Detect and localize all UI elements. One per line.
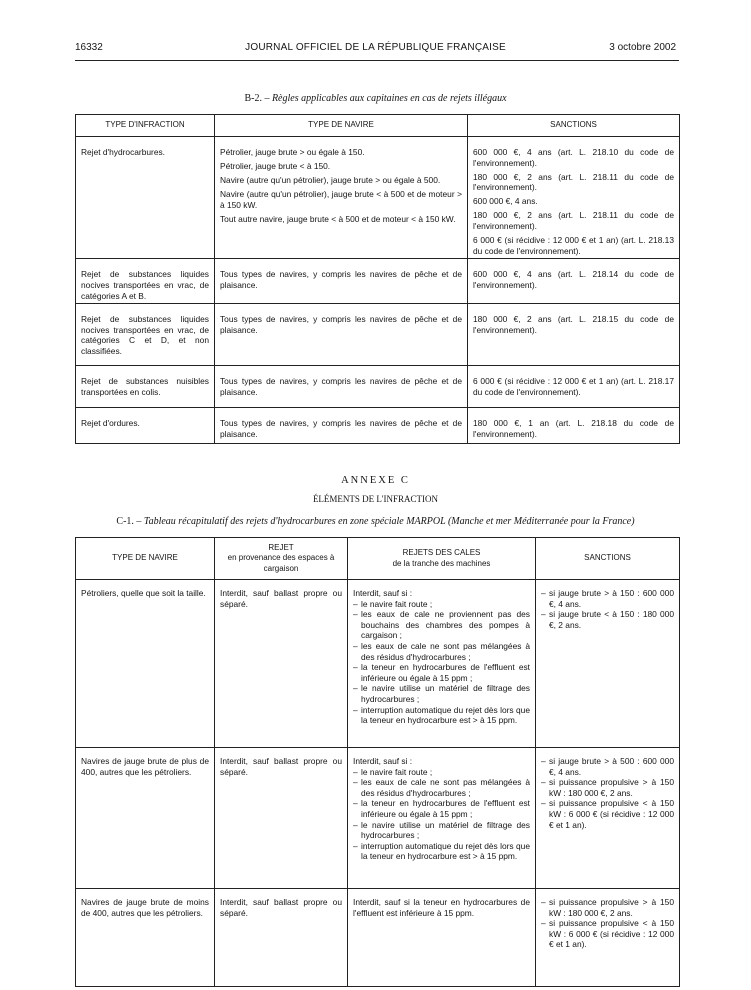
journal-title: JOURNAL OFFICIEL DE LA RÉPUBLIQUE FRANÇAISE: [245, 42, 506, 53]
navire-cell: [215, 408, 468, 444]
sanctions-list: [541, 588, 674, 630]
cales-condition: – le navire fait route ;: [353, 767, 530, 778]
infraction-cell: Rejet d'ordures.: [76, 408, 215, 444]
sanction-line: 180 000 €, 2 ans (art. L. 218.11 du code de l'environnement).: [473, 171, 674, 193]
header-main: REJET: [268, 542, 294, 552]
page-number: 16332: [75, 42, 103, 53]
sanctions-cell: [468, 304, 680, 366]
header-main: REJETS DES CALES: [402, 547, 481, 557]
navire-type-cell: Pétroliers, quelle que soit la taille.: [76, 580, 215, 748]
table-b2-caption: [70, 93, 681, 104]
cales-condition: – la teneur en hydrocarbures de l'effluent est inférieure ou égale à 15 ppm ;: [353, 662, 530, 683]
navire-cell: [215, 137, 468, 259]
cales-cell: [348, 889, 536, 987]
sanction-line: 180 000 €, 2 ans (art. L. 218.11 du code de l'environnement).: [473, 210, 674, 232]
infraction-cell: Rejet de substances liquides nocives transportées en vrac, de catégories C et D, et non classifiées.: [76, 304, 215, 366]
navire-cell: [215, 366, 468, 408]
sanctions-cell: [468, 366, 680, 408]
sanctions-list: [541, 756, 674, 830]
table-c1-header-2: [348, 538, 536, 580]
table-b2-header-sanctions: SANCTIONS: [468, 115, 680, 137]
cales-intro: Interdit, sauf si :: [353, 588, 413, 598]
sanction-line: 600 000 €, 4 ans.: [473, 196, 538, 207]
navire-line: Pétrolier, jauge brute > ou égale à 150.: [220, 147, 365, 157]
table-row: [76, 137, 680, 259]
cales-condition: – les eaux de cale ne proviennent pas des bouchains des chambres des pompes à cargaison ;: [353, 609, 530, 641]
cales-condition: – les eaux de cale ne sont pas mélangées à des résidus d'hydrocarbures ;: [353, 777, 530, 798]
rejet-cell: Interdit, sauf ballast propre ou séparé.: [215, 748, 348, 889]
navire-line: Tous types de navires, y compris les navires de pêche et de plaisance.: [220, 269, 462, 290]
sanction-line: 600 000 €, 4 ans (art. L. 218.10 du code de l'environnement).: [473, 147, 674, 168]
infraction-cell: Rejet de substances nuisibles transportées en colis.: [76, 366, 215, 408]
sanction-item: – si jauge brute > à 150 : 600 000 €, 4 ans.: [541, 588, 674, 609]
header-main: TYPE DE NAVIRE: [112, 553, 178, 563]
header-main: SANCTIONS: [584, 553, 631, 563]
table-c1-header-0: [76, 538, 215, 580]
table-b2-caption-prefix: B-2. –: [244, 93, 270, 104]
navire-type-cell: Navires de jauge brute de moins de 400, autres que les pétroliers.: [76, 889, 215, 987]
cales-condition: – les eaux de cale ne sont pas mélangées à des résidus d'hydrocarbures ;: [353, 641, 530, 662]
sanctions-cell: [536, 748, 680, 889]
navire-line: Pétrolier, jauge brute < à 150.: [220, 161, 331, 172]
cales-conditions-list: [353, 767, 530, 862]
sanction-item: – si puissance propulsive < à 150 kW : 6 000 € (si récidive : 12 000 € et 1 an).: [541, 918, 674, 950]
rejet-cell: Interdit, sauf ballast propre ou séparé.: [215, 580, 348, 748]
table-c1-caption-prefix: C-1. –: [116, 516, 142, 527]
sanction-item: – si puissance propulsive > à 150 kW : 180 000 €, 2 ans.: [541, 777, 674, 798]
cales-condition: – le navire utilise un matériel de filtrage des hydrocarbures ;: [353, 820, 530, 841]
infraction-cell: Rejet d'hydrocarbures.: [76, 137, 215, 259]
navire-line: Tous types de navires, y compris les navires de pêche et de plaisance.: [220, 418, 462, 439]
cales-condition: – interruption automatique du rejet dès lors que la teneur en hydrocarbure est > à 15 ppm.: [353, 705, 530, 726]
navire-type-cell: Navires de jauge brute de plus de 400, autres que les pétroliers.: [76, 748, 215, 889]
table-row: [76, 304, 680, 366]
navire-cell: [215, 259, 468, 304]
navire-line: Navire (autre qu'un pétrolier), jauge brute < à 500 et de moteur > à 150 kW.: [220, 189, 462, 210]
sanctions-cell: [536, 580, 680, 748]
sanction-line: 600 000 €, 4 ans (art. L. 218.14 du code de l'environnement).: [473, 269, 674, 290]
navire-line: Tous types de navires, y compris les navires de pêche et de plaisance.: [220, 376, 462, 397]
navire-cell: [215, 304, 468, 366]
cales-condition: – la teneur en hydrocarbures de l'effluent est inférieure ou égale à 15 ppm ;: [353, 798, 530, 819]
header-sub: en provenance des espaces à cargaison: [227, 553, 335, 573]
table-c1-header-3: [536, 538, 680, 580]
cales-intro: Interdit, sauf si :: [353, 756, 413, 766]
table-c1-caption: [60, 516, 691, 527]
table-b2-caption-title: Règles applicables aux capitaines en cas de rejets illégaux: [271, 93, 507, 104]
sanction-item: – si puissance propulsive < à 150 kW : 6 000 € (si récidive : 12 000 € et 1 an).: [541, 798, 674, 830]
annexe-title: ANNEXE C: [341, 475, 410, 486]
sanction-line: 180 000 €, 2 ans (art. L. 218.15 du code de l'environnement).: [473, 314, 674, 335]
sanction-line: 6 000 € (si récidive : 12 000 € et 1 an) (art. L. 218.13 du code de l'environnement).: [473, 235, 674, 256]
sanction-item: – si jauge brute < à 150 : 180 000 €, 2 ans.: [541, 609, 674, 630]
sanctions-cell: [468, 408, 680, 444]
sanctions-cell: [468, 137, 680, 259]
infraction-cell: Rejet de substances liquides nocives transportées en vrac, de catégories A et B.: [76, 259, 215, 304]
sanctions-cell: [468, 259, 680, 304]
header-sub: de la tranche des machines: [392, 558, 491, 568]
table-row: [76, 748, 680, 889]
cales-cell: [348, 748, 536, 889]
table-row: [76, 580, 680, 748]
cales-condition: – interruption automatique du rejet dès lors que la teneur en hydrocarbure est > à 15 ppm.: [353, 841, 530, 862]
table-c1-caption-title: Tableau récapitulatif des rejets d'hydrocarbures en zone spéciale MARPOL (Manche et mer Méditerranée pour la France): [143, 516, 635, 527]
publication-date: 3 octobre 2002: [609, 42, 676, 53]
header-rule: [75, 60, 679, 61]
cales-condition: – le navire fait route ;: [353, 599, 530, 610]
table-row: [76, 366, 680, 408]
cales-cell: [348, 580, 536, 748]
table-row: [76, 408, 680, 444]
cales-intro: Interdit, sauf si la teneur en hydrocarbures de l'effluent est inférieure à 15 ppm.: [353, 897, 530, 918]
cales-condition: – le navire utilise un matériel de filtrage des hydrocarbures ;: [353, 683, 530, 704]
table-c1: [75, 537, 680, 987]
sanctions-list: [541, 897, 674, 950]
sanction-line: 6 000 € (si récidive : 12 000 € et 1 an) (art. L. 218.17 du code de l'environnement).: [473, 376, 674, 397]
sanction-item: – si jauge brute > à 500 : 600 000 €, 4 ans.: [541, 756, 674, 777]
annexe-subtitle: ÉLÉMENTS DE L'INFRACTION: [312, 494, 439, 504]
navire-line: Tous types de navires, y compris les navires de pêche et de plaisance.: [220, 314, 462, 335]
sanctions-cell: [536, 889, 680, 987]
table-c1-header-1: [215, 538, 348, 580]
table-row: [76, 259, 680, 304]
rejet-cell: Interdit, sauf ballast propre ou séparé.: [215, 889, 348, 987]
sanction-item: – si puissance propulsive > à 150 kW : 180 000 €, 2 ans.: [541, 897, 674, 918]
table-b2-header-infraction: TYPE D'INFRACTION: [76, 115, 215, 137]
table-row: [76, 889, 680, 987]
sanction-line: 180 000 €, 1 an (art. L. 218.18 du code de l'environnement).: [473, 418, 674, 439]
table-b2-header-navire: TYPE DE NAVIRE: [215, 115, 468, 137]
cales-conditions-list: [353, 599, 530, 726]
navire-line: Navire (autre qu'un pétrolier), jauge brute > ou égale à 500.: [220, 175, 441, 186]
table-b2: [75, 114, 680, 444]
navire-line: Tout autre navire, jauge brute < à 500 et de moteur < à 150 kW.: [220, 213, 456, 224]
